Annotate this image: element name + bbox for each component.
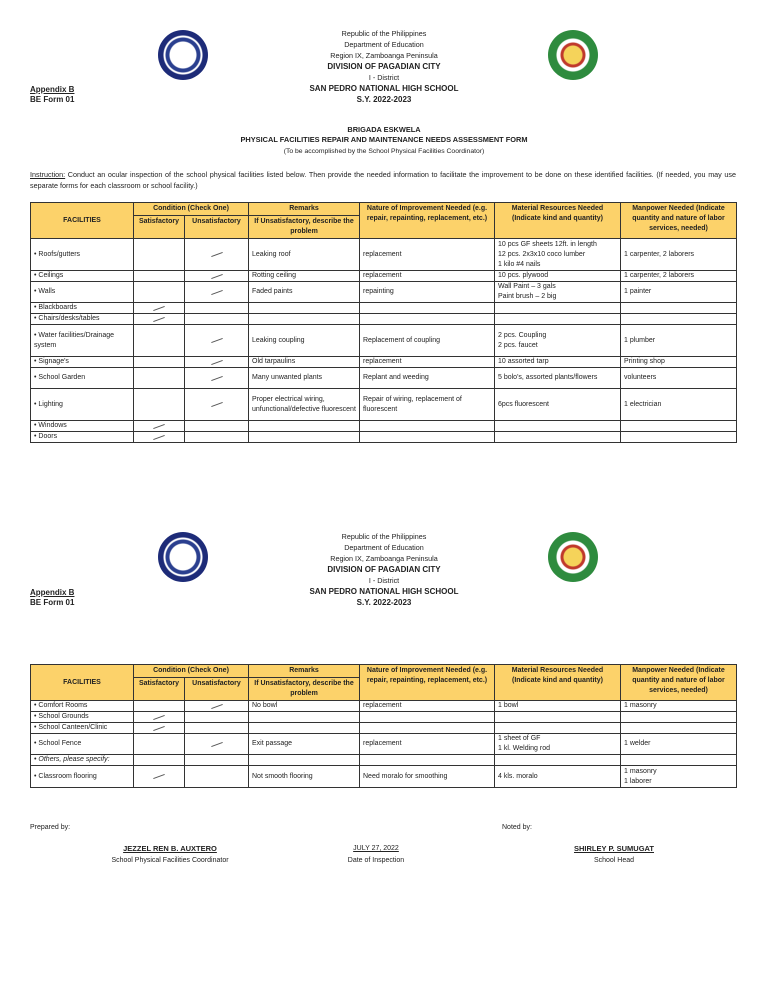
material-cell: 1 sheet of GF 1 kl. Welding rod	[495, 734, 621, 755]
material-cell	[495, 303, 621, 314]
remarks-cell: Leaking roof	[249, 239, 360, 271]
unsatisfactory-cell	[185, 712, 249, 723]
instruction-text: Conduct an ocular inspection of the school physical facilities listed below. Then provide the needed information to facilitate the improvement to be done on these identified facilities. (If needed, you may use separate forms for each classroom or school facility.)	[30, 170, 736, 190]
facility-cell	[31, 303, 134, 314]
noted-by-label: Noted by:	[502, 824, 532, 831]
header-sy-2: S.Y. 2022-2023	[356, 598, 412, 607]
table-row	[31, 723, 737, 734]
appendix-text: Appendix B	[30, 85, 75, 94]
unsatisfactory-cell	[185, 701, 249, 712]
facility-name: • Chairs/desks/tables	[34, 315, 100, 322]
unsatisfactory-cell	[185, 723, 249, 734]
satisfactory-cell	[134, 734, 185, 755]
col-remarks-sub: If Unsatisfactory, describe the problem	[249, 216, 360, 239]
facility-name: • Doors	[34, 433, 57, 440]
improvement-cell	[360, 421, 495, 432]
check-mark-icon	[211, 703, 223, 708]
unsatisfactory-cell	[185, 734, 249, 755]
satisfactory-cell	[134, 755, 185, 766]
appendix-text-2: Appendix B	[30, 588, 75, 597]
check-mark-icon	[211, 375, 223, 380]
manpower-cell: 1 carpenter, 2 laborers	[621, 271, 737, 282]
inspection-date-label: Date of Inspection	[347, 857, 405, 864]
material-cell: 10 assorted tarp	[495, 357, 621, 368]
remarks-cell	[249, 421, 360, 432]
prepared-by-label: Prepared by:	[30, 824, 71, 831]
facility-cell	[31, 368, 134, 389]
check-mark-icon	[153, 316, 165, 321]
material-cell: 6pcs fluorescent	[495, 389, 621, 421]
check-mark-icon	[153, 725, 165, 730]
satisfactory-cell	[134, 239, 185, 271]
remarks-cell: Many unwanted plants	[249, 368, 360, 389]
manpower-cell	[621, 723, 737, 734]
satisfactory-cell	[134, 368, 185, 389]
table-row	[31, 368, 737, 389]
remarks-cell	[249, 755, 360, 766]
remarks-cell: Exit passage	[249, 734, 360, 755]
facility-name: • Blackboards	[34, 304, 77, 311]
table-row	[31, 282, 737, 303]
improvement-cell	[360, 314, 495, 325]
material-cell: 10 pcs GF sheets 12ft. in length 12 pcs. 2x3x10 coco lumber 1 kilo #4 nails	[495, 239, 621, 271]
satisfactory-cell	[134, 282, 185, 303]
material-cell	[495, 723, 621, 734]
material-cell: 1 bowl	[495, 701, 621, 712]
satisfactory-cell	[134, 325, 185, 357]
facility-cell	[31, 766, 134, 788]
head-title: School Head	[593, 857, 635, 864]
check-mark-icon	[211, 289, 223, 294]
unsatisfactory-cell	[185, 325, 249, 357]
header-block-2	[0, 531, 768, 608]
material-cell	[495, 712, 621, 723]
col-manpower: Manpower Needed (Indicate quantity and nature of labor services, needed)	[621, 203, 737, 239]
satisfactory-cell	[134, 314, 185, 325]
facility-cell	[31, 389, 134, 421]
improvement-cell	[360, 723, 495, 734]
facility-cell	[31, 734, 134, 755]
table-row	[31, 421, 737, 432]
facility-cell	[31, 755, 134, 766]
improvement-cell	[360, 755, 495, 766]
manpower-cell: 1 painter	[621, 282, 737, 303]
manpower-cell: volunteers	[621, 368, 737, 389]
check-mark-icon	[211, 252, 223, 257]
facility-cell	[31, 357, 134, 368]
material-cell: Wall Paint – 3 gals Paint brush – 2 big	[495, 282, 621, 303]
material-cell	[495, 421, 621, 432]
manpower-cell: Printing shop	[621, 357, 737, 368]
col-manpower-2: Manpower Needed (Indicate quantity and nature of labor services, needed)	[621, 665, 737, 701]
improvement-cell: Replacement of coupling	[360, 325, 495, 357]
material-cell: 10 pcs. plywood	[495, 271, 621, 282]
satisfactory-cell	[134, 432, 185, 443]
header-school: SAN PEDRO NATIONAL HIGH SCHOOL	[309, 84, 459, 93]
facility-name: • School Garden	[34, 374, 85, 381]
unsatisfactory-cell	[185, 755, 249, 766]
facility-cell	[31, 723, 134, 734]
header-block	[0, 28, 768, 105]
col-condition-2: Condition (Check One)	[134, 665, 249, 678]
check-mark-icon	[211, 338, 223, 343]
satisfactory-cell	[134, 701, 185, 712]
header-division-2: DIVISION OF PAGADIAN CITY	[327, 565, 441, 574]
satisfactory-cell	[134, 271, 185, 282]
unsatisfactory-cell	[185, 421, 249, 432]
col-remarks: Remarks	[249, 203, 360, 216]
facility-cell	[31, 314, 134, 325]
facility-cell	[31, 701, 134, 712]
check-mark-icon	[211, 402, 223, 407]
manpower-cell: 1 masonry 1 laborer	[621, 766, 737, 788]
table-row	[31, 314, 737, 325]
col-improvement-2: Nature of Improvement Needed (e.g. repair, repainting, replacement, etc.)	[360, 665, 495, 701]
check-mark-icon	[211, 741, 223, 746]
col-improvement: Nature of Improvement Needed (e.g. repair, repainting, replacement, etc.)	[360, 203, 495, 239]
header-district: I - District	[368, 73, 400, 82]
head-name: SHIRLEY P. SUMUGAT	[573, 844, 654, 853]
facility-cell	[31, 271, 134, 282]
check-mark-icon	[211, 273, 223, 278]
satisfactory-cell	[134, 766, 185, 788]
facility-name: • Others, please specify:	[34, 756, 110, 763]
facility-cell	[31, 325, 134, 357]
remarks-cell	[249, 303, 360, 314]
improvement-cell	[360, 303, 495, 314]
remarks-cell	[249, 314, 360, 325]
manpower-cell	[621, 755, 737, 766]
header-region-2: Region IX, Zamboanga Peninsula	[330, 554, 438, 563]
facility-name: • Classroom flooring	[34, 773, 97, 780]
facilities-table-1	[30, 202, 737, 443]
col-remarks-2: Remarks	[249, 665, 360, 678]
facility-name: • Windows	[34, 422, 67, 429]
unsatisfactory-cell	[185, 432, 249, 443]
manpower-cell: 1 masonry	[621, 701, 737, 712]
remarks-cell	[249, 723, 360, 734]
check-mark-icon	[153, 774, 165, 779]
manpower-cell	[621, 314, 737, 325]
improvement-cell	[360, 432, 495, 443]
manpower-cell: 1 welder	[621, 734, 737, 755]
unsatisfactory-cell	[185, 357, 249, 368]
unsatisfactory-cell	[185, 368, 249, 389]
unsatisfactory-cell	[185, 282, 249, 303]
facility-name: • School Grounds	[34, 713, 89, 720]
unsatisfactory-cell	[185, 766, 249, 788]
check-mark-icon	[153, 305, 165, 310]
facility-name: • Ceilings	[34, 272, 63, 279]
instruction-label: Instruction:	[30, 170, 66, 179]
col-material: Material Resources Needed (Indicate kind and quantity)	[495, 203, 621, 239]
col-satisfactory-2: Satisfactory	[134, 678, 185, 701]
unsatisfactory-cell	[185, 303, 249, 314]
material-cell	[495, 432, 621, 443]
facility-name: • Signage's	[34, 358, 69, 365]
table-row	[31, 432, 737, 443]
unsatisfactory-cell	[185, 314, 249, 325]
unsatisfactory-cell	[185, 389, 249, 421]
satisfactory-cell	[134, 723, 185, 734]
remarks-cell: Rotting ceiling	[249, 271, 360, 282]
coordinator-name: JEZZEL REN B. AUXTERO	[123, 844, 217, 853]
manpower-cell	[621, 432, 737, 443]
improvement-cell: replacement	[360, 357, 495, 368]
improvement-cell: replacement	[360, 271, 495, 282]
manpower-cell: 1 carpenter, 2 laborers	[621, 239, 737, 271]
improvement-cell: Repair of wiring, replacement of fluorescent	[360, 389, 495, 421]
material-cell	[495, 755, 621, 766]
remarks-cell: Old tarpaulins	[249, 357, 360, 368]
material-cell	[495, 314, 621, 325]
material-cell: 4 kls. moralo	[495, 766, 621, 788]
remarks-cell: Leaking coupling	[249, 325, 360, 357]
facility-name: • Roofs/gutters	[34, 251, 80, 258]
header-deped-2: Department of Education	[344, 543, 424, 552]
col-facilities: FACILITIES	[31, 203, 134, 239]
facility-name: • School Canteen/Clinic	[34, 724, 107, 731]
table-row	[31, 701, 737, 712]
facility-name: • Walls	[34, 288, 55, 295]
remarks-cell: Faded paints	[249, 282, 360, 303]
facility-name: • Water facilities/Drainage system	[34, 332, 114, 349]
coordinator-title: School Physical Facilities Coordinator	[111, 857, 229, 864]
coordinator-signature	[80, 843, 260, 867]
table-row	[31, 271, 737, 282]
improvement-cell: Need moralo for smoothing	[360, 766, 495, 788]
col-facilities-2: FACILITIES	[31, 665, 134, 701]
instruction-paragraph	[30, 169, 736, 191]
facility-cell	[31, 432, 134, 443]
material-cell: 2 pcs. Coupling 2 pcs. faucet	[495, 325, 621, 357]
table-row	[31, 389, 737, 421]
form-title-line1: BRIGADA ESKWELA	[347, 125, 421, 134]
col-material-2: Material Resources Needed (Indicate kind and quantity)	[495, 665, 621, 701]
table-row	[31, 303, 737, 314]
remarks-cell	[249, 712, 360, 723]
facility-cell	[31, 712, 134, 723]
check-mark-icon	[153, 714, 165, 719]
table-row	[31, 712, 737, 723]
header-district-2: I - District	[368, 576, 400, 585]
table-row	[31, 766, 737, 788]
header-republic: Republic of the Philippines	[341, 29, 427, 38]
facility-cell	[31, 282, 134, 303]
facility-cell	[31, 421, 134, 432]
table-row	[31, 755, 737, 766]
facility-name: • Comfort Rooms	[34, 702, 87, 709]
satisfactory-cell	[134, 303, 185, 314]
manpower-cell	[621, 421, 737, 432]
check-mark-icon	[211, 359, 223, 364]
facility-cell	[31, 239, 134, 271]
satisfactory-cell	[134, 421, 185, 432]
col-remarks-sub-2: If Unsatisfactory, describe the problem	[249, 678, 360, 701]
table-row	[31, 357, 737, 368]
remarks-cell: Not smooth flooring	[249, 766, 360, 788]
inspection-date	[316, 843, 436, 867]
table-row	[31, 325, 737, 357]
remarks-cell: No bowl	[249, 701, 360, 712]
header-division: DIVISION OF PAGADIAN CITY	[327, 62, 441, 71]
remarks-cell	[249, 432, 360, 443]
header-deped: Department of Education	[344, 40, 424, 49]
inspection-date-value: JULY 27, 2022	[353, 845, 399, 852]
improvement-cell: repainting	[360, 282, 495, 303]
improvement-cell: Replant and weeding	[360, 368, 495, 389]
form-number-2: BE Form 01	[30, 598, 75, 607]
appendix-label	[30, 85, 74, 105]
manpower-cell: 1 electrician	[621, 389, 737, 421]
appendix-label-2	[30, 588, 74, 608]
manpower-cell	[621, 712, 737, 723]
improvement-cell: replacement	[360, 701, 495, 712]
table-row	[31, 239, 737, 271]
check-mark-icon	[153, 434, 165, 439]
col-satisfactory: Satisfactory	[134, 216, 185, 239]
col-unsatisfactory: Unsatisfactory	[185, 216, 249, 239]
unsatisfactory-cell	[185, 271, 249, 282]
unsatisfactory-cell	[185, 239, 249, 271]
header-sy: S.Y. 2022-2023	[356, 95, 412, 104]
form-title	[0, 125, 768, 145]
form-number: BE Form 01	[30, 95, 75, 104]
satisfactory-cell	[134, 389, 185, 421]
header-school-2: SAN PEDRO NATIONAL HIGH SCHOOL	[309, 587, 459, 596]
satisfactory-cell	[134, 712, 185, 723]
improvement-cell	[360, 712, 495, 723]
form-title-line2: PHYSICAL FACILITIES REPAIR AND MAINTENANCE NEEDS ASSESSMENT FORM	[240, 135, 528, 144]
manpower-cell: 1 plumber	[621, 325, 737, 357]
improvement-cell: replacement	[360, 734, 495, 755]
facilities-table-2	[30, 664, 737, 788]
material-cell: 5 bolo's, assorted plants/flowers	[495, 368, 621, 389]
form-subtitle: (To be accomplished by the School Physical Facilities Coordinator)	[283, 148, 485, 155]
manpower-cell	[621, 303, 737, 314]
improvement-cell: replacement	[360, 239, 495, 271]
col-condition: Condition (Check One)	[134, 203, 249, 216]
satisfactory-cell	[134, 357, 185, 368]
table-row	[31, 734, 737, 755]
facility-name: • Lighting	[34, 401, 63, 408]
header-republic-2: Republic of the Philippines	[341, 532, 427, 541]
header-region: Region IX, Zamboanga Peninsula	[330, 51, 438, 60]
facility-name: • School Fence	[34, 740, 81, 747]
remarks-cell: Proper electrical wiring, unfunctional/defective fluorescent	[249, 389, 360, 421]
col-unsatisfactory-2: Unsatisfactory	[185, 678, 249, 701]
head-signature	[534, 843, 694, 867]
check-mark-icon	[153, 423, 165, 428]
